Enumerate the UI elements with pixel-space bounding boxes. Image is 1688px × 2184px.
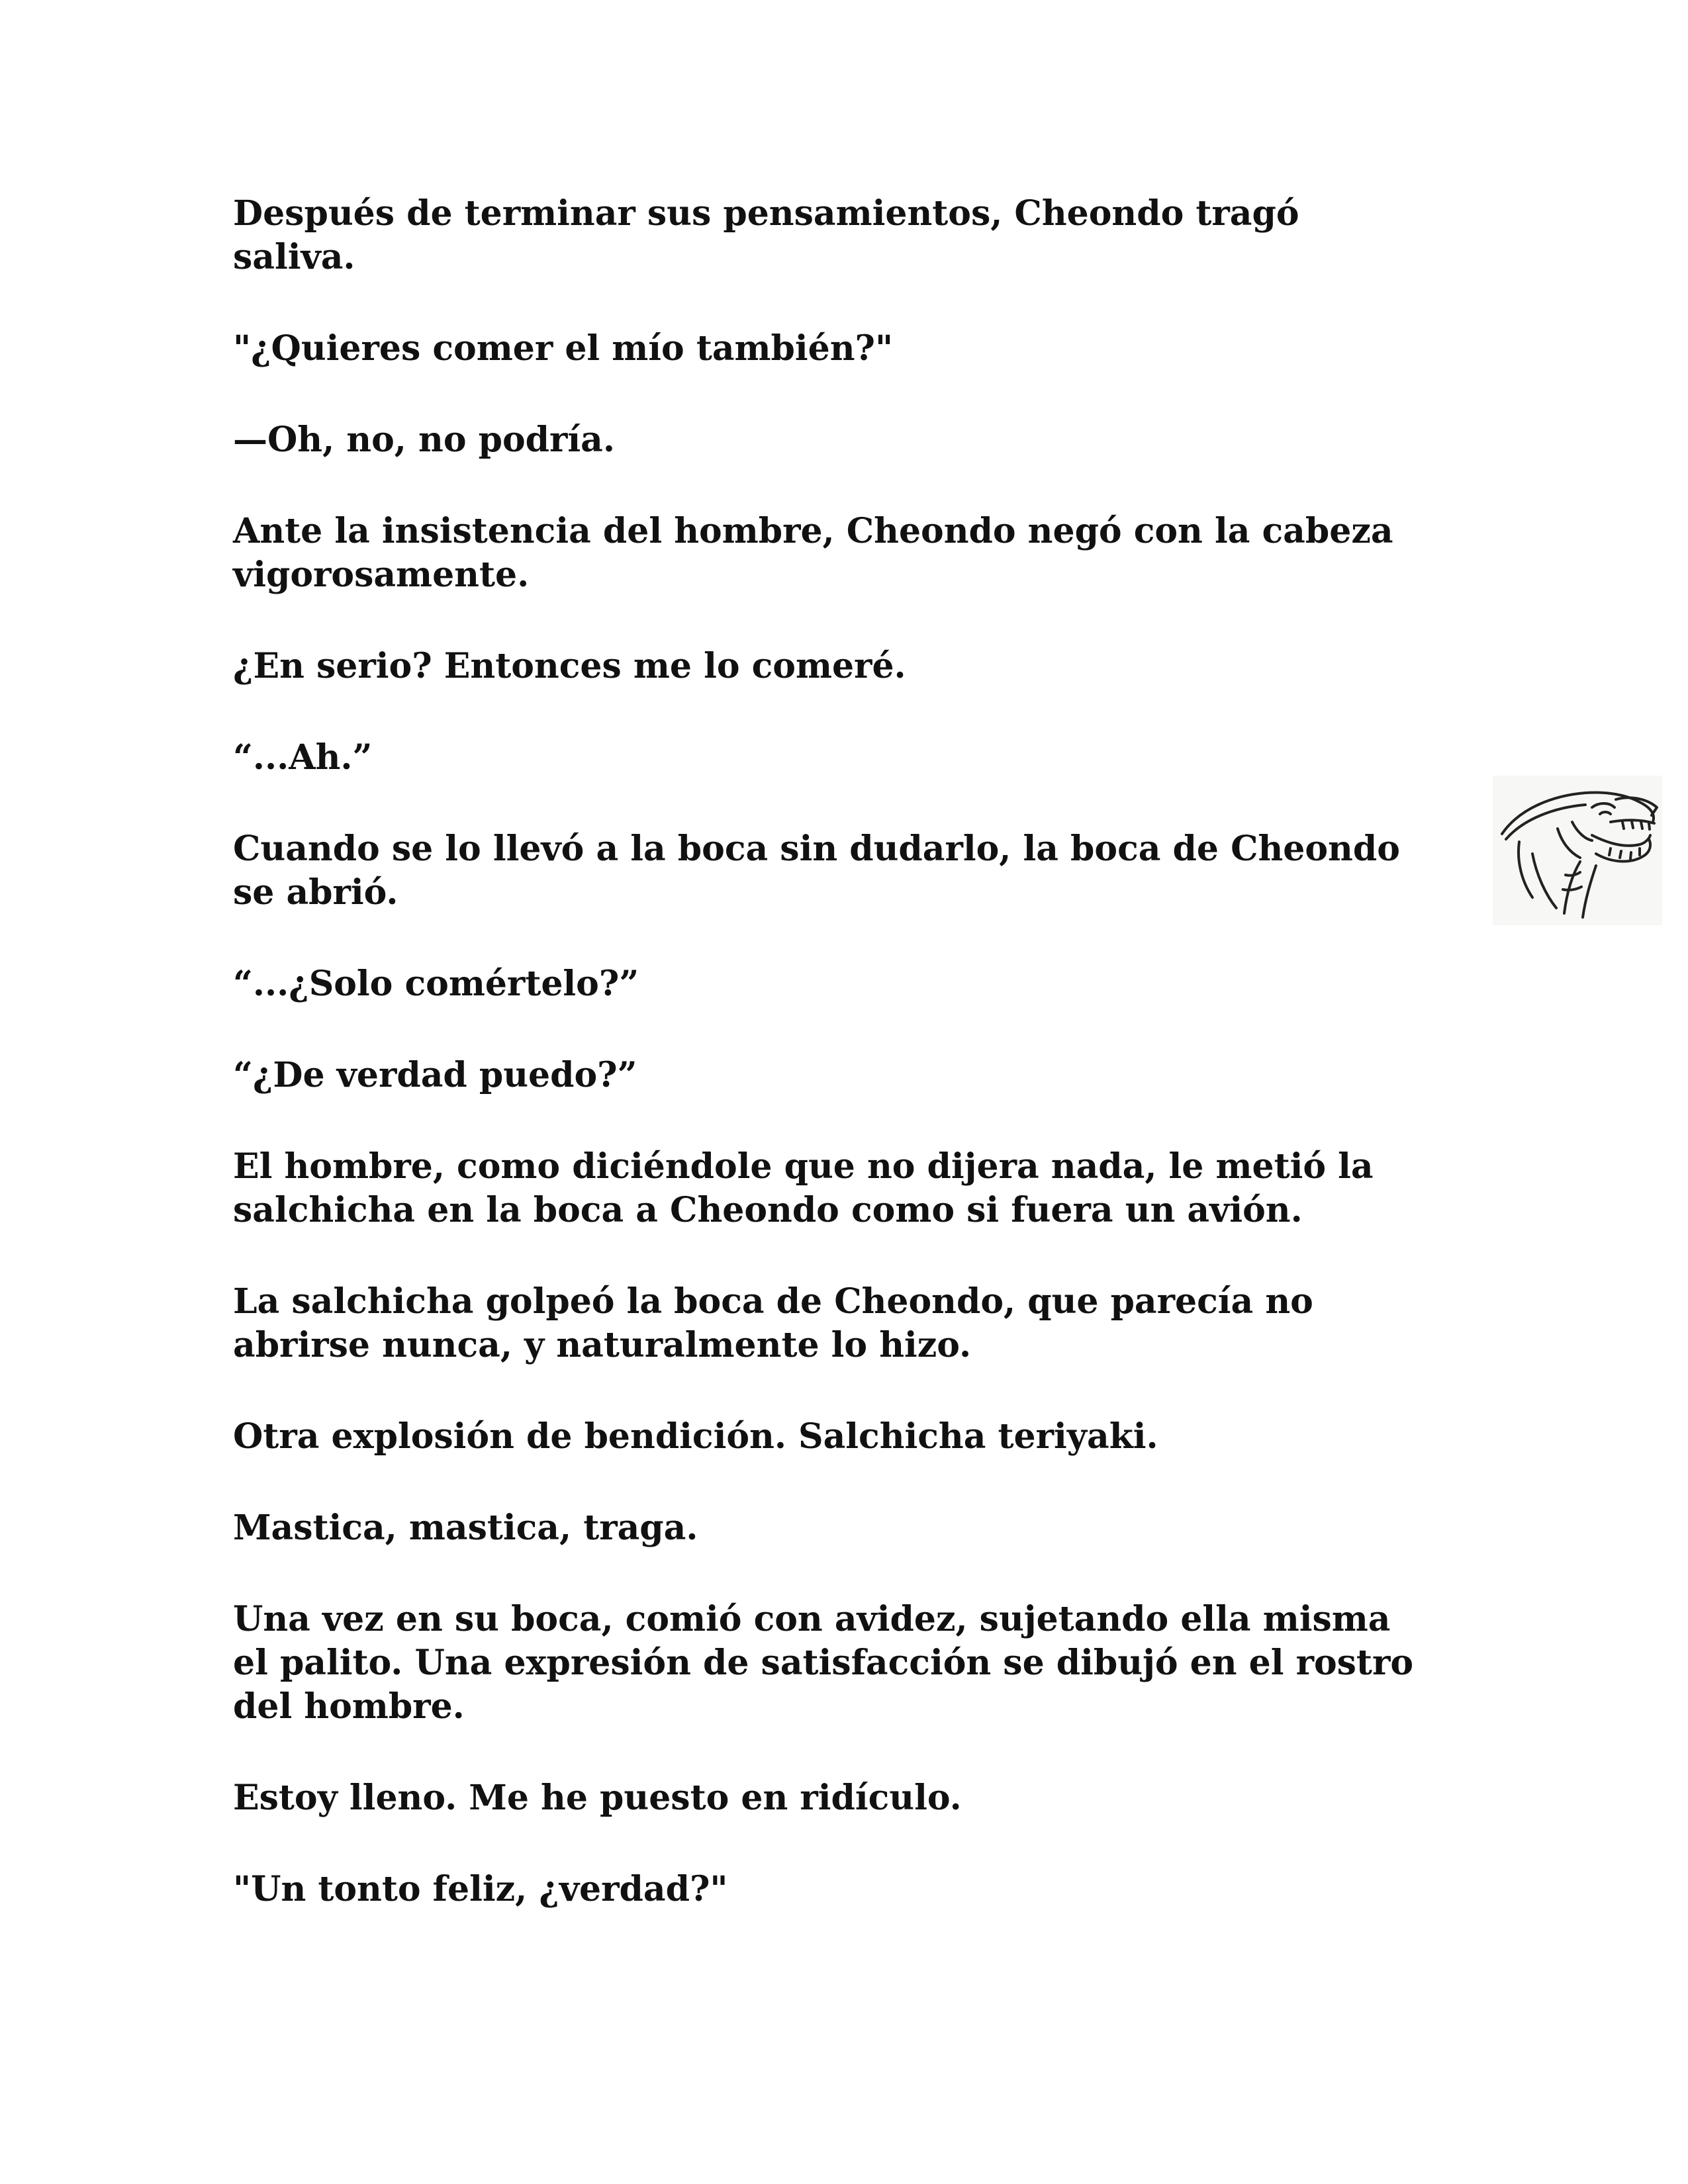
text-line: El hombre, como diciéndole que no dijera nada, le metió la <box>233 1146 1374 1187</box>
text-line: Otra explosión de bendición. Salchicha teriyaki. <box>233 1416 1158 1457</box>
dinosaur-sketch-icon <box>1493 776 1662 925</box>
text-line: salchicha en la boca a Cheondo como si fuera un avión. <box>233 1190 1303 1230</box>
text-line: La salchicha golpeó la boca de Cheondo, que parecía no <box>233 1281 1313 1322</box>
paragraph <box>233 1598 1458 1729</box>
paragraph <box>233 1280 1458 1367</box>
text-line: el palito. Una expresión de satisfacción se dibujó en el rostro <box>233 1643 1414 1683</box>
paragraph <box>233 827 1458 915</box>
text-line: del hombre. <box>233 1686 465 1727</box>
text-line: “¿De verdad puedo?” <box>233 1055 637 1095</box>
text-line: Mastica, mastica, traga. <box>233 1508 698 1548</box>
text-line: saliva. <box>233 237 355 277</box>
text-line: “...Ah.” <box>233 737 373 778</box>
text-line: "¿Quieres comer el mío también?" <box>233 328 894 369</box>
paragraph <box>233 1776 1458 1820</box>
paragraph <box>233 1506 1458 1550</box>
text-line: Una vez en su boca, comió con avidez, sujetando ella misma <box>233 1599 1391 1639</box>
text-line: se abrió. <box>233 872 399 913</box>
text-line: Estoy lleno. Me he puesto en ridículo. <box>233 1778 962 1818</box>
text-line: —Oh, no, no podría. <box>233 420 615 460</box>
text-line: "Un tonto feliz, ¿verdad?" <box>233 1869 728 1909</box>
text-line: Cuando se lo llevó a la boca sin dudarlo, la boca de Cheondo <box>233 829 1400 869</box>
paragraph <box>233 736 1458 780</box>
paragraph <box>233 962 1458 1006</box>
document-body <box>233 192 1458 1959</box>
paragraph <box>233 327 1458 371</box>
text-line: abrirse nunca, y naturalmente lo hizo. <box>233 1325 972 1365</box>
paragraph <box>233 645 1458 688</box>
paragraph <box>233 1145 1458 1232</box>
paragraph <box>233 1868 1458 1911</box>
text-line: Después de terminar sus pensamientos, Cheondo tragó <box>233 193 1299 234</box>
text-line: vigorosamente. <box>233 555 530 595</box>
paragraph <box>233 1054 1458 1097</box>
text-line: Ante la insistencia del hombre, Cheondo negó con la cabeza <box>233 511 1393 551</box>
paragraph <box>233 1415 1458 1459</box>
paragraph <box>233 510 1458 597</box>
paragraph <box>233 418 1458 462</box>
text-line: ¿En serio? Entonces me lo comeré. <box>233 646 906 686</box>
paragraph <box>233 192 1458 279</box>
text-line: “...¿Solo comértelo?” <box>233 964 639 1004</box>
